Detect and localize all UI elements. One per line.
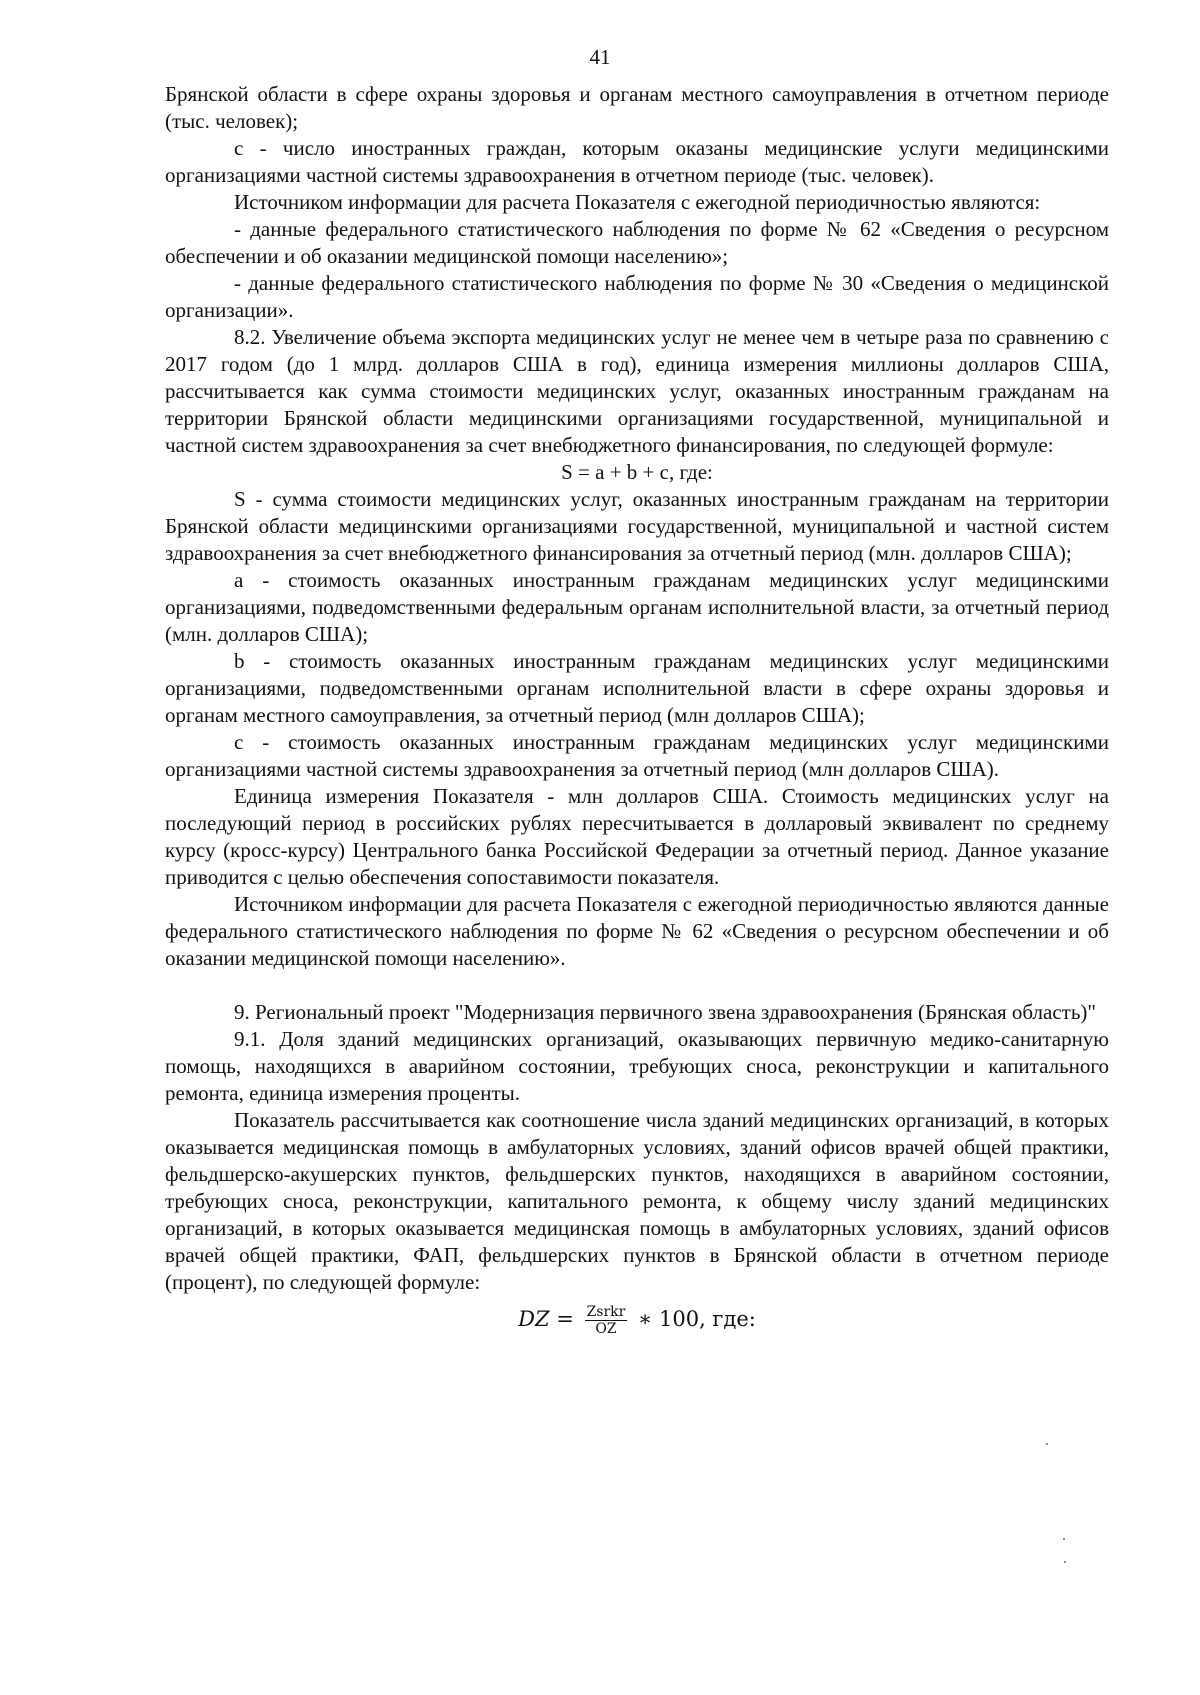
formula-dz-fraction — [585, 1304, 628, 1337]
paragraph: Источником информации для расчета Показателя с ежегодной периодичностью являются: — [234, 190, 1041, 214]
paragraph: с - число иностранных граждан, которым оказаны медицинские услуги медицинскими организациями частной системы здравоохранения в отчетном периоде (тыс. человек). — [165, 136, 1109, 187]
formula-dz-rest: ∗ 100, где: — [638, 1307, 756, 1331]
scan-speck — [1046, 1443, 1048, 1445]
paragraph: c - стоимость оказанных иностранным гражданам медицинских услуг медицинскими организациями частной системы здравоохранения за отчетный период (млн долларов США). — [165, 730, 1109, 781]
paragraph: Источником информации для расчета Показателя с ежегодной периодичностью являются данные федерального статистического наблюдения по форме № 62 «Сведения о ресурсном обеспечении и об оказании медицинской помощи населению». — [165, 892, 1109, 970]
formula-sum: S = a + b + c, где: — [561, 460, 713, 484]
scan-speck — [1063, 1538, 1065, 1540]
paragraph: - данные федерального статистического наблюдения по форме № 30 «Сведения о медицинской организации». — [165, 271, 1109, 322]
paragraph: 9. Региональный проект "Модернизация первичного звена здравоохранения (Брянская область)" — [234, 1000, 1096, 1024]
paragraph: 9.1. Доля зданий медицинских организаций, оказывающих первичную медико-санитарную помощь, находящихся в аварийном состоянии, требующих сноса, реконструкции и капитального ремонта, единица измерения проценты. — [165, 1027, 1109, 1105]
formula-dz — [165, 1299, 1109, 1339]
document-body — [165, 81, 1109, 1339]
formula-dz-lhs: DZ — [518, 1307, 550, 1331]
paragraph: Единица измерения Показателя - млн долларов США. Стоимость медицинских услуг на последующий период в российских рублях пересчитывается в долларовый эквивалент по среднему курсу (кросс-курсу) Центрального банка Российской Федерации за отчетный период. Данное указание приводится с целью обеспечения сопоставимости показателя. — [165, 784, 1109, 889]
formula-dz-numerator: Zsrkr — [586, 1304, 626, 1320]
page-number: 41 — [589, 45, 611, 69]
text-block-1 — [165, 81, 1109, 459]
paragraph: a - стоимость оказанных иностранным гражданам медицинских услуг медицинскими организациями, подведомственными федеральным органам исполнительной власти, за отчетный период (млн. долларов США); — [165, 568, 1109, 646]
paragraph: Брянской области в сфере охраны здоровья и органам местного самоуправления в отчетном периоде (тыс. человек); — [165, 82, 1109, 133]
scan-speck — [1064, 1561, 1066, 1563]
formula-dz-equals: = — [556, 1307, 574, 1331]
paragraph: Показатель рассчитывается как соотношение числа зданий медицинских организаций, в которых оказывается медицинская помощь в амбулаторных условиях, зданий офисов врачей общей практики, фельдшерско-акушерских пунктов, фельдшерских пунктов, находящихся в аварийном состоянии, требующих сноса, реконструкции, капитального ремонта, к общему числу зданий медицинских организаций, в которых оказывается медицинская помощь в амбулаторных условиях, зданий офисов врачей общей практики, ФАП, фельдшерских пунктов в Брянской области в отчетном периоде (процент), по следующей формуле: — [165, 1108, 1109, 1294]
text-block-3 — [165, 999, 1109, 1296]
formula-dz-denominator: OZ — [595, 1321, 617, 1337]
text-block-2 — [165, 486, 1109, 972]
paragraph: - данные федерального статистического наблюдения по форме № 62 «Сведения о ресурсном обеспечении и об оказании медицинской помощи населению»; — [165, 217, 1109, 268]
paragraph: 8.2. Увеличение объема экспорта медицинских услуг не менее чем в четыре раза по сравнению с 2017 годом (до 1 млрд. долларов США в год), единица измерения миллионы долларов США, рассчитывается как сумма стоимости медицинских услуг, оказанных иностранным гражданам на территории Брянской области медицинскими организациями государственной, муниципальной и частной систем здравоохранения за счет внебюджетного финансирования, по следующей формуле: — [165, 325, 1109, 457]
paragraph: b - стоимость оказанных иностранным гражданам медицинских услуг медицинскими организациями, подведомственными органам исполнительной власти в сфере охраны здоровья и органам местного самоуправления, за отчетный период (млн долларов США); — [165, 649, 1109, 727]
paragraph: S - сумма стоимости медицинских услуг, оказанных иностранным гражданам на территории Брянской области медицинскими организациями государственной, муниципальной и частной систем здравоохранения за счет внебюджетного финансирования за отчетный период (млн. долларов США); — [165, 487, 1109, 565]
section-gap — [165, 972, 1109, 999]
